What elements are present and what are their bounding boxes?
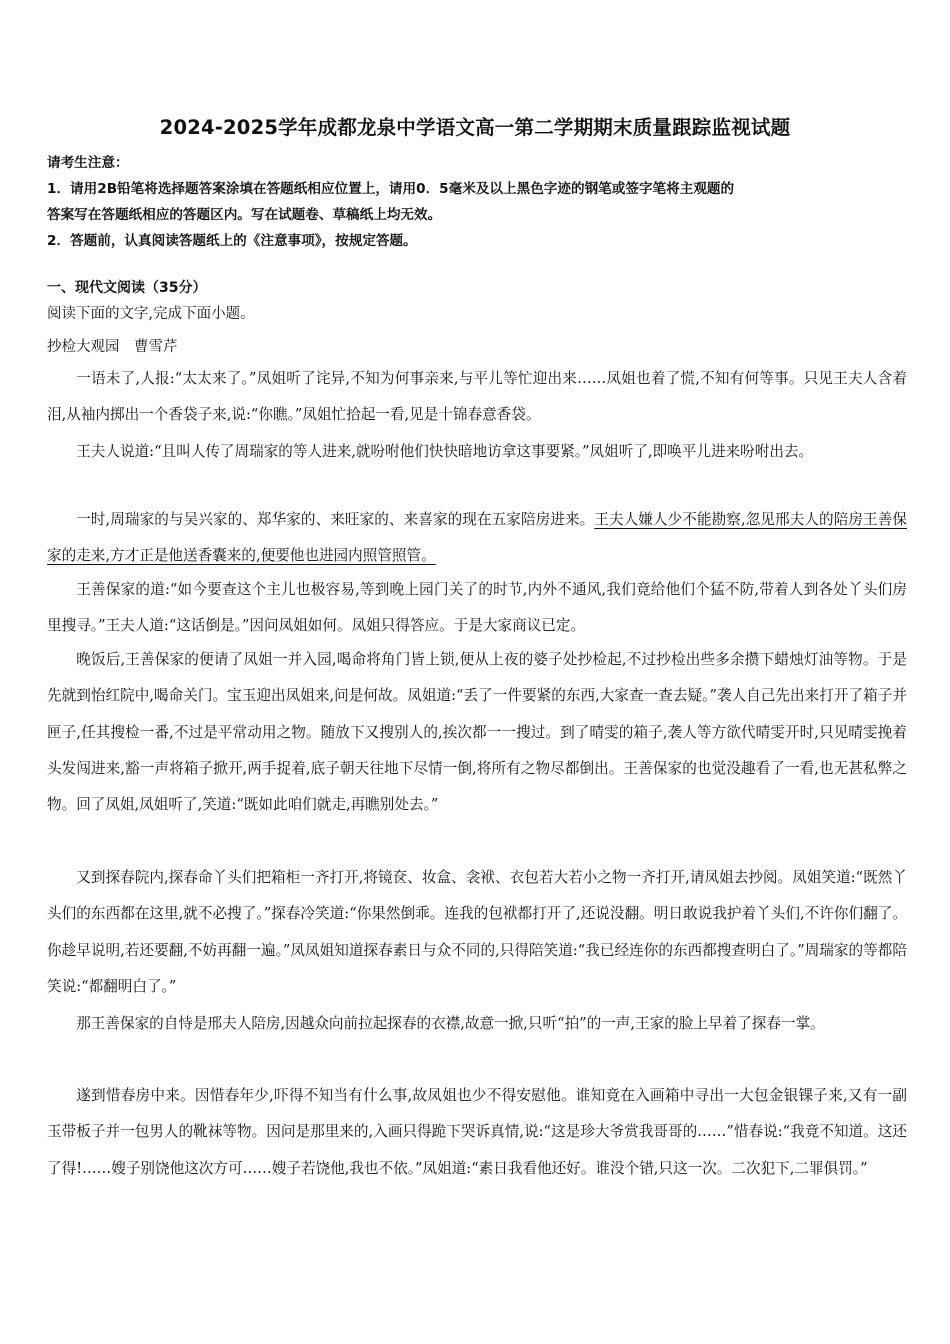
paragraph-1: 一语未了,人报:“太太来了。”凤姐听了诧异,不知为何事亲来,与平儿等忙迎出来……凤姐也着了慌,不知有何等事。只见王夫人含着泪,从袖内掷出一个香袋子来,说:“你瞧。”凤姐忙拾起一看,见是十锦春意香袋。 [47,370,907,424]
paragraph-4: 王善保家的道:“如今要查这个主儿也极容易,等到晚上园门关了的时节,内外不通风,我们竟给他们个猛不防,带着人到各处丫头们房里搜寻。”王夫人道:“这话倒是。”因问凤姐如何。凤姐只得答应。于是大家商议已定。 [47,581,907,635]
paragraph-3-text: 一时,周瑞家的与吴兴家的、郑华家的、来旺家的、来喜家的现在五家陪房进来。 [76,511,595,528]
paragraph-5: 晚饭后,王善保家的便请了凤姐一并入园,喝命将角门皆上锁,便从上夜的婆子处抄检起,不过抄检出些多余攒下蜡烛灯油等物。于是先就到怡红院中,喝命关门。宝玉迎出凤姐来,问是何故。凤姐道:“丢了一件要紧的东西,大家查一查去疑。”袭人自己先出来打开了箱子并匣子,任其搜检一番,不过是平常动用之物。随放下又搜别人的,挨次都一一搜过。到了晴雯的箱子,袭人等方欲代晴雯开时,只见晴雯挽着头发闯进来,豁一声将箱子掀开,两手捉着,底子朝天往地下尽情一倒,将所有之物尽都倒出。王善保家的也觉没趣看了一看,也无甚私弊之物。回了凤姐,凤姐听了,笑道:“既如此咱们就走,再瞧别处去。” [47,651,907,814]
notice-item-1b: 答案写在答题纸相应的答题区内。写在试题卷、草稿纸上均无效。 [47,207,442,223]
notice-heading: 请考生注意： [47,155,129,171]
section-heading: 一、现代文阅读（35分） [47,280,207,296]
paragraph-8: 遂到惜春房中来。因惜春年少,吓得不知当有什么事,故凤姐也少不得安慰他。谁知竟在入画箱中寻出一大包金银锞子来,又有一副玉带板子并一包男人的靴袜等物。因问是那里来的,入画只得跪下哭诉真情,说:“这是珍大爷赏我哥哥的……”惜春说:“我竟不知道。这还了得!……嫂子别饶他这次方可……嫂子若饶他,我也不依。”凤姐道:“素日我看他还好。谁没个错,只这一次。二次犯下,二罪俱罚。” [47,1087,907,1177]
passage-title: 抄检大观园 曹雪芹 [47,339,178,355]
notice-item-1a: 1．请用2B铅笔将选择题答案涂填在答题纸相应位置上，请用0．5毫米及以上黑色字迹的钢笔或签字笔将主观题的 [47,181,735,197]
paragraph-7: 那王善保家的自恃是邢夫人陪房,因越众向前拉起探春的衣襟,故意一掀,只听“拍”的一声,王家的脸上早着了探春一掌。 [76,1015,825,1032]
paragraph-3 [47,502,907,575]
paragraph-2: 王夫人说道:“且叫人传了周瑞家的等人进来,就吩咐他们快快暗地访拿这事要紧。”凤姐听了,即唤平儿进来吩咐出去。 [76,443,814,460]
underlined-sentence: 王夫人嫌人少不能勘察,忽见邢夫人的陪房王善保家的走来,方才正是他送香囊来的,便要他也进园内照管照管。 [47,511,907,565]
notice-item-2: 2．答题前，认真阅读答题纸上的《注意事项》，按规定答题。 [47,233,417,249]
page-title: 2024-2025学年成都龙泉中学语文高一第二学期期末质量跟踪监视试题 [159,116,791,139]
reading-instruction: 阅读下面的文字,完成下面小题。 [47,306,255,322]
paragraph-6: 又到探春院内,探春命丫头们把箱柜一齐打开,将镜奁、妆盒、衾袱、衣包若大若小之物一齐打开,请凤姐去抄阅。凤姐笑道:“既然丫头们的东西都在这里,就不必搜了。”探春冷笑道:“你果然倒乖。连我的包袱都打开了,还说没翻。明日敢说我护着丫头们,不许你们翻了。你趁早说明,若还要翻,不妨再翻一遍。”凤凤姐知道探春素日与众不同的,只得陪笑道:“我已经连你的东西都搜查明白了。”周瑞家的等都陪笑说:“都翻明白了。” [47,869,907,995]
